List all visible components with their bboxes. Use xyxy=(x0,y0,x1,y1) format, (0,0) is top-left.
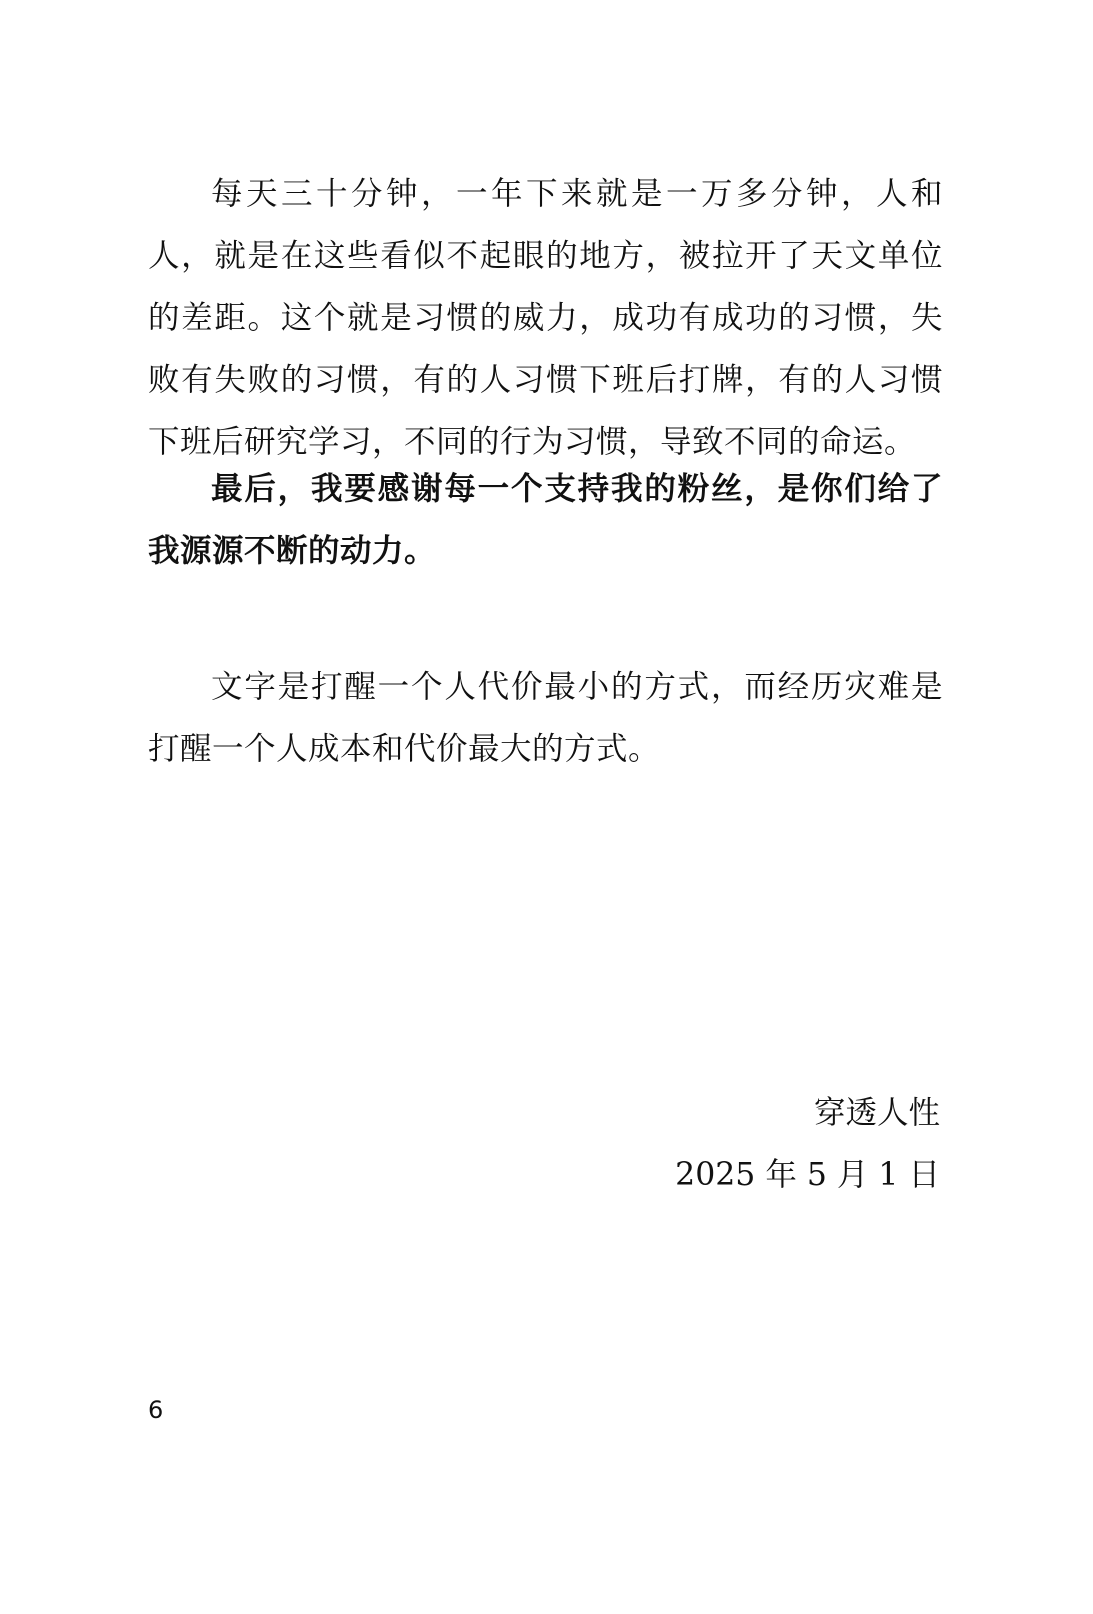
signature-author: 穿透人性 xyxy=(813,1095,940,1131)
signature-date: 2025 年 5 月 1 日 xyxy=(675,1157,940,1193)
signature-block xyxy=(675,1082,940,1206)
body-paragraph-quote: 文字是打醒一个人代价最小的方式，而经历灾难是打醒一个人成本和代价最大的方式。 xyxy=(148,669,943,767)
body-paragraph-habits: 每天三十分钟，一年下来就是一万多分钟，人和人，就是在这些看似不起眼的地方，被拉开了天文单位的差距。这个就是习惯的威力，成功有成功的习惯，失败有失败的习惯，有的人习惯下班后打牌，有的人习惯下班后研究学习，不同的行为习惯，导致不同的命运。 xyxy=(148,176,943,460)
body-paragraph-thanks: 最后，我要感谢每一个支持我的粉丝，是你们给了我源源不断的动力。 xyxy=(148,471,943,569)
page-number: 6 xyxy=(148,1396,164,1424)
